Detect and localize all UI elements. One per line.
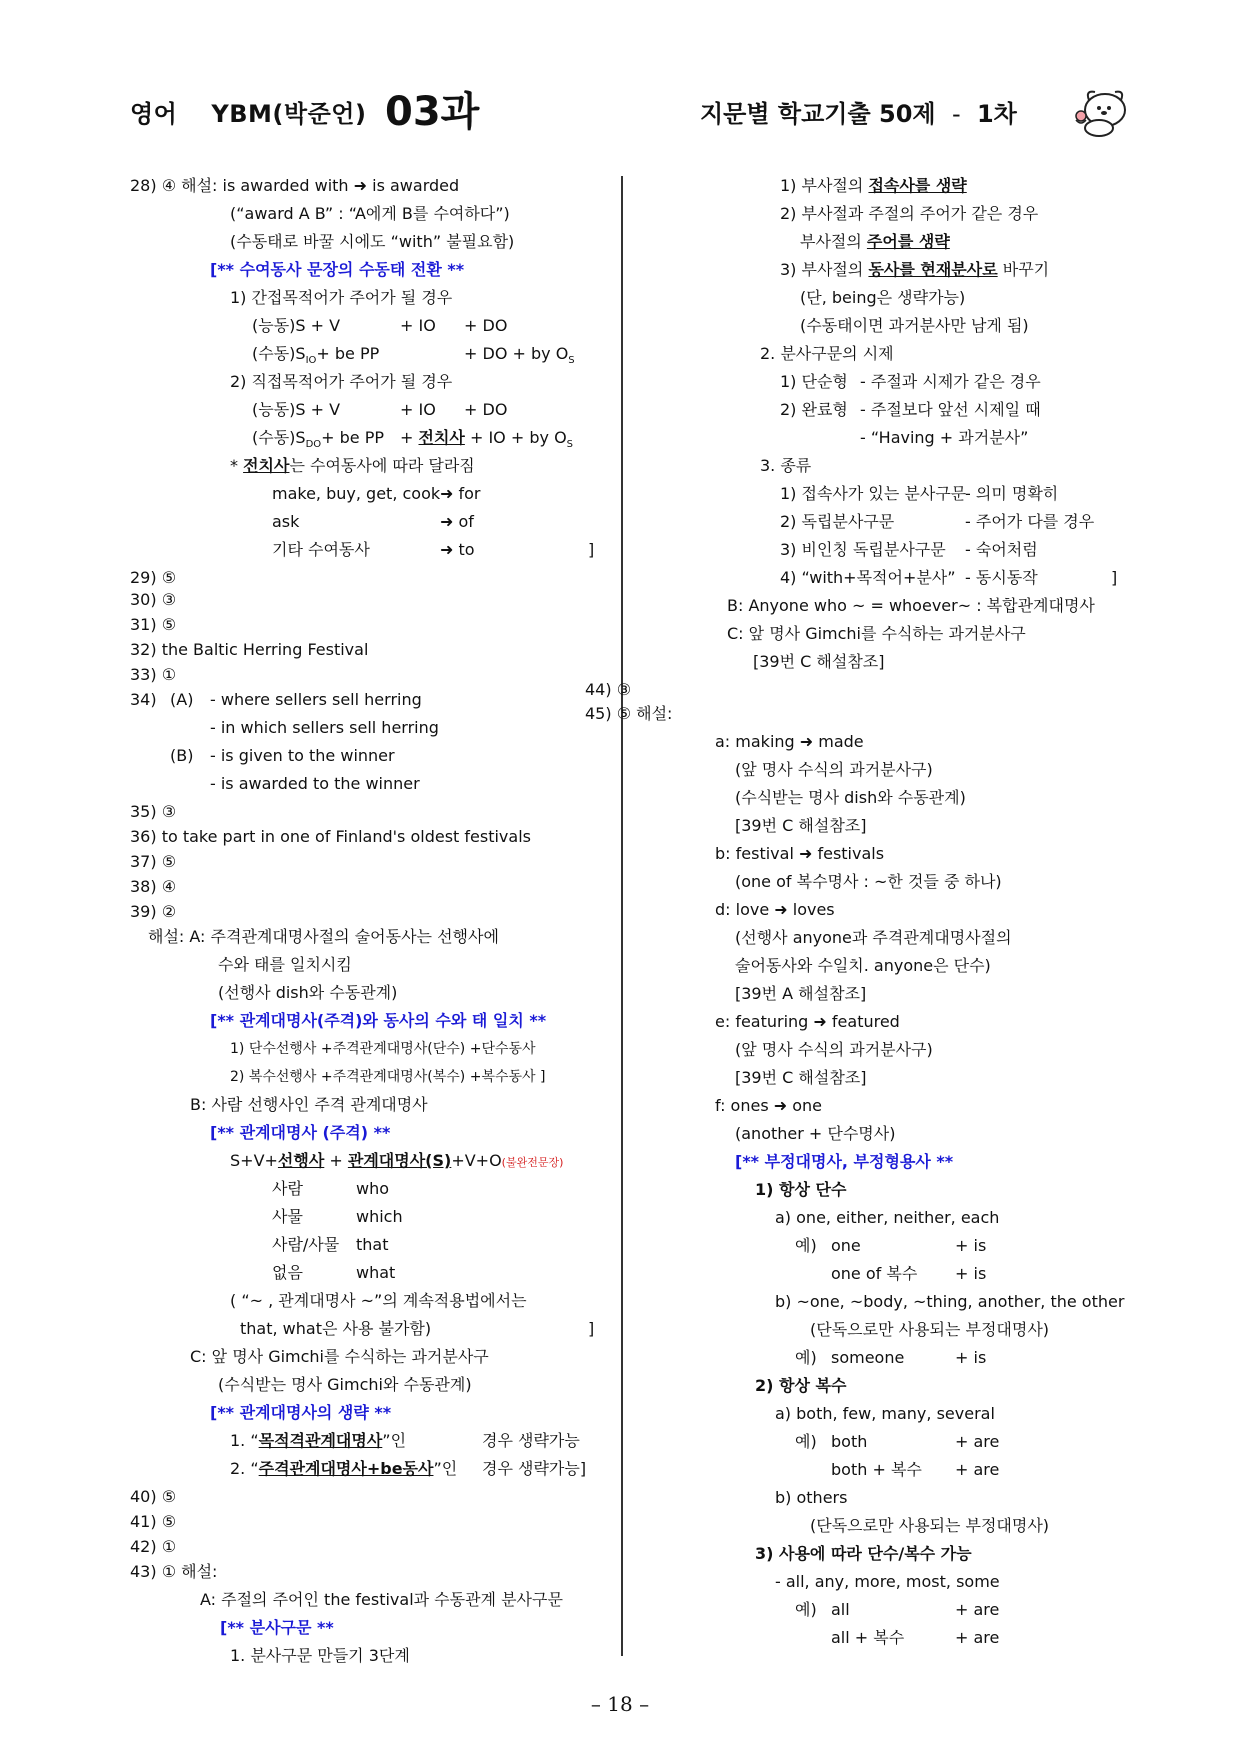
example-text: one of 복수 [831, 1264, 918, 1283]
answer-37: 37) ⑤ [130, 852, 177, 871]
subscript: S [566, 439, 574, 451]
rule-line: - all, any, more, most, some [775, 1572, 1000, 1591]
answer-text: - is awarded to the winner [210, 774, 420, 793]
subscript: IO [305, 355, 317, 367]
verb-list: make, buy, get, cook [272, 484, 441, 503]
answer-34: 34) [130, 690, 157, 709]
answer-40: 40) ⑤ [130, 1487, 177, 1506]
rule-line [230, 1455, 457, 1483]
relative-pronoun: who [356, 1179, 390, 1198]
correction-line: d: love ➜ loves [715, 900, 835, 919]
kind-type: 4) “with+목적어+분사” [780, 568, 956, 587]
tense-desc: - “Having + 과거분사” [860, 428, 1029, 447]
step-text: 부사절의 [800, 232, 862, 251]
header-right [700, 94, 1017, 129]
answer-33: 33) ① [130, 665, 177, 684]
grammar-box-title: [** 관계대명사 (주격) ** [210, 1123, 391, 1142]
rule-heading: 3) 사용에 따라 단수/복수 가능 [755, 1544, 972, 1563]
answer-38: 38) ④ [130, 877, 177, 896]
explanation-line: 해설: A: 주격관계대명사절의 술어동사는 선행사에 [148, 927, 499, 946]
correction-note: (선행사 anyone과 주격관계대명사절의 [735, 928, 1012, 947]
section-heading: 3. 종류 [760, 456, 812, 475]
formula-text: + [400, 428, 414, 447]
rule-text: 2. “ [230, 1459, 259, 1478]
reference-note: [39번 C 해설참조] [735, 1068, 867, 1087]
reference-note: [39번 A 해설참조] [735, 984, 867, 1003]
rule-text: ”인 [433, 1459, 458, 1478]
antecedent: 사람 [272, 1179, 303, 1198]
step-line: (단, being은 생략가능) [800, 288, 966, 307]
verb-list: ask [272, 512, 300, 531]
step-line [780, 256, 1049, 284]
rule-line: a) both, few, many, several [775, 1404, 995, 1423]
formula-text: + IO + by O [469, 428, 567, 447]
relative-pronoun: what [356, 1263, 396, 1282]
box-close: ] [1111, 568, 1118, 587]
rule-text: 주격관계대명사+be동사 [258, 1459, 434, 1478]
rule-text: 경우 생략가능 [482, 1431, 580, 1450]
formula-part: + DO [464, 400, 508, 419]
answer-label: (B) [170, 746, 194, 765]
grammar-box-title: [** 관계대명사(주격)와 동사의 수와 태 일치 ** [210, 1011, 547, 1030]
grammar-box-title: [** 수여동사 문장의 수동태 전환 ** [210, 260, 465, 279]
tense-desc: - 주절과 시제가 같은 경우 [860, 372, 1041, 391]
formula-text: + [324, 1151, 348, 1170]
step-line [800, 228, 950, 256]
example-text: all [831, 1600, 850, 1619]
formula-text: + be PP [321, 428, 385, 447]
answer-31: 31) ⑤ [130, 615, 177, 634]
section-heading: 2. 분사구문의 시제 [760, 344, 894, 363]
formula-text: + DO + by O [464, 344, 569, 363]
answer-label: (A) [170, 690, 194, 709]
formula-text: (수동)S [252, 428, 306, 447]
explanation-line: 1. 분사구문 만들기 3단계 [230, 1646, 410, 1665]
header-left [130, 94, 366, 129]
formula-part: + IO [400, 316, 436, 335]
textbook: YBM(박준언) [211, 100, 367, 128]
antecedent: 없음 [272, 1263, 303, 1282]
formula-text: + be PP [316, 344, 380, 363]
example-text: both [831, 1432, 868, 1451]
correction-note: (앞 명사 수식의 과거분사구) [735, 760, 933, 779]
example-label: 예) [795, 1432, 817, 1451]
round-label: 1차 [976, 100, 1017, 128]
formula-text: 전치사 [418, 428, 465, 447]
explanation-line: A: 주절의 주어인 the festival과 수동관계 분사구문 [200, 1590, 563, 1609]
example-text: all + 복수 [831, 1628, 905, 1647]
correction-note: (another + 단수명사) [735, 1124, 896, 1143]
answer-42: 42) ① [130, 1537, 177, 1556]
kind-type: 1) 접속사가 있는 분사구문 [780, 484, 967, 503]
step-text: 바꾸기 [1002, 260, 1050, 279]
kind-desc: - 주어가 다를 경우 [965, 512, 1095, 531]
box-close: ] [588, 1319, 595, 1338]
rule-text: 목적격관계대명사 [258, 1431, 383, 1450]
explanation-line: 2) 복수선행사 +주격관계대명사(복수) +복수동사 ] [230, 1069, 546, 1085]
formula-note: (불완전문장) [501, 1156, 564, 1169]
rule-note: (단독으로만 사용되는 부정대명사) [810, 1516, 1050, 1535]
formula-text: 선행사 [277, 1151, 325, 1170]
preposition: ➜ to [440, 540, 475, 559]
rule-note: (단독으로만 사용되는 부정대명사) [810, 1320, 1050, 1339]
answer-29: 29) ⑤ [130, 568, 177, 587]
example-verb: + is [955, 1264, 987, 1283]
step-text: 주어를 생략 [866, 232, 950, 251]
kind-desc: - 동시동작 [965, 568, 1038, 587]
formula-part: + IO [400, 400, 436, 419]
answer-44: 44) ③ [585, 680, 632, 699]
rule-line [230, 1427, 406, 1455]
subject: 영어 [130, 100, 178, 128]
example-verb: + are [955, 1600, 1000, 1619]
rule-text: ”인 [382, 1431, 407, 1450]
answer-text: - in which sellers sell herring [210, 718, 439, 737]
example-verb: + is [955, 1236, 987, 1255]
answer-32: 32) the Baltic Herring Festival [130, 640, 369, 659]
formula-text: +V+O [451, 1151, 502, 1170]
kind-type: 3) 비인칭 독립분사구문 [780, 540, 946, 559]
example-text: someone [831, 1348, 905, 1367]
title-separator: - [951, 100, 961, 128]
tense-type: 2) 완료형 [780, 400, 848, 419]
example-label: 예) [795, 1348, 817, 1367]
step-line: 2) 부사절과 주절의 주어가 같은 경우 [780, 204, 1039, 223]
example-label: 예) [795, 1600, 817, 1619]
step-text: 접속사를 생략 [868, 176, 967, 195]
correction-line: f: ones ➜ one [715, 1096, 822, 1115]
antecedent: 사물 [272, 1207, 303, 1226]
preposition: ➜ of [440, 512, 474, 531]
note-text: 전치사 [243, 456, 290, 475]
explanation-line: that, what은 사용 불가함) [240, 1319, 432, 1338]
example-verb: + is [955, 1348, 987, 1367]
reference-note: [39번 C 해설참조] [753, 652, 885, 671]
subscript: S [568, 355, 575, 367]
answer-41: 41) ⑤ [130, 1512, 177, 1531]
grammar-box-title: [** 부정대명사, 부정형용사 ** [735, 1152, 954, 1171]
example-text: both + 복수 [831, 1460, 922, 1479]
note-line: (“award A B” : “A에게 B를 수여하다”) [230, 204, 510, 223]
relative-pronoun: which [356, 1207, 403, 1226]
step-line [780, 172, 967, 200]
formula-part: + DO [464, 316, 508, 335]
reference-note: [39번 C 해설참조] [735, 816, 867, 835]
formula-text: 관계대명사(S) [347, 1151, 452, 1170]
example-text: one [831, 1236, 861, 1255]
step-text: 동사를 현재분사로 [868, 260, 998, 279]
answer-35: 35) ③ [130, 802, 177, 821]
page-number: – 18 – [590, 1692, 650, 1716]
page-header [0, 80, 1240, 150]
correction-note: 술어동사와 수일치. anyone은 단수) [735, 956, 991, 975]
correction-note: (수식받는 명사 dish와 수동관계) [735, 788, 966, 807]
note-text: 는 수여동사에 따라 달라짐 [289, 456, 475, 475]
explanation-line: B: Anyone who ~ = whoever~ : 복합관계대명사 [727, 596, 1095, 615]
box-close: ] [588, 540, 595, 559]
formula-line [230, 1147, 563, 1177]
note-line: (수동태로 바꿀 시에도 “with” 불필요함) [230, 232, 515, 251]
kind-type: 2) 독립분사구문 [780, 512, 895, 531]
right-column [585, 172, 1135, 1652]
rule-line: b) ~one, ~body, ~thing, another, the other [775, 1292, 1125, 1311]
tense-desc: - 주절보다 앞선 시제일 때 [860, 400, 1041, 419]
step-text: 3) 부사절의 [780, 260, 864, 279]
grammar-box-title: [** 분사구문 ** [220, 1618, 334, 1637]
answer-text: - where sellers sell herring [210, 690, 422, 709]
explanation-line: C: 앞 명사 Gimchi를 수식하는 과거분사구 [727, 624, 1026, 643]
correction-line: e: featuring ➜ featured [715, 1012, 900, 1031]
antecedent: 사람/사물 [272, 1235, 340, 1254]
explanation-line: ( “~ , 관계대명사 ~”의 계속적용법에서는 [230, 1291, 527, 1310]
answer-39: 39) ② [130, 902, 177, 921]
answer-45: 45) ⑤ 해설: [585, 704, 673, 723]
rule-heading: 2) 항상 복수 [755, 1376, 847, 1395]
left-column [130, 172, 610, 1670]
formula-part: (능동)S + V [252, 316, 341, 335]
answer-36: 36) to take part in one of Finland's oldest festivals [130, 827, 531, 846]
explanation-line: C: 앞 명사 Gimchi를 수식하는 과거분사구 [190, 1347, 489, 1366]
lesson-number: 03과 [385, 89, 480, 135]
worksheet-title: 지문별 학교기출 50제 [700, 100, 936, 128]
note-line: 1) 간접목적어가 주어가 될 경우 [230, 288, 453, 307]
relative-pronoun: that [356, 1235, 389, 1254]
column-divider [621, 176, 623, 1656]
step-line: (수동태이면 과거분사만 남게 됨) [800, 316, 1029, 335]
preposition: ➜ for [440, 484, 481, 503]
explanation-line: B: 사람 선행사인 주격 관계대명사 [190, 1095, 428, 1114]
correction-note: (one of 복수명사 : ~한 것들 중 하나) [735, 872, 1002, 891]
note-line [230, 452, 475, 480]
grammar-box-title: [** 관계대명사의 생략 ** [210, 1403, 392, 1422]
formula-part: (능동)S + V [252, 400, 341, 419]
kind-desc: - 숙어처럼 [965, 540, 1038, 559]
correction-line: b: festival ➜ festivals [715, 844, 885, 863]
explanation-line: 수와 태를 일치시킴 [218, 955, 352, 974]
rule-text: 경우 생략가능] [482, 1459, 587, 1478]
verb-list: 기타 수여동사 [272, 540, 370, 559]
answer-30: 30) ③ [130, 590, 177, 609]
example-label: 예) [795, 1236, 817, 1255]
formula-text: S+V+ [230, 1151, 278, 1170]
rule-heading: 1) 항상 단수 [755, 1180, 847, 1199]
explanation-line: (선행사 dish와 수동관계) [218, 983, 398, 1002]
subscript: DO [305, 439, 322, 451]
answer-43: 43) ① 해설: [130, 1562, 218, 1581]
bear-mascot-icon [1075, 86, 1133, 138]
formula-text: (수동)S [252, 344, 306, 363]
kind-desc: - 의미 명확히 [965, 484, 1059, 503]
explanation-line: (수식받는 명사 Gimchi와 수동관계) [218, 1375, 472, 1394]
example-verb: + are [955, 1460, 1000, 1479]
example-verb: + are [955, 1432, 1000, 1451]
rule-text: 1. “ [230, 1431, 259, 1450]
note-text: * [230, 456, 238, 475]
correction-line: a: making ➜ made [715, 732, 864, 751]
rule-line: a) one, either, neither, each [775, 1208, 1000, 1227]
explanation-line: 1) 단수선행사 +주격관계대명사(단수) +단수동사 [230, 1041, 536, 1057]
rule-line: b) others [775, 1488, 848, 1507]
example-verb: + are [955, 1628, 1000, 1647]
step-text: 1) 부사절의 [780, 176, 864, 195]
note-line: 2) 직접목적어가 주어가 될 경우 [230, 372, 453, 391]
correction-note: (앞 명사 수식의 과거분사구) [735, 1040, 933, 1059]
tense-type: 1) 단순형 [780, 372, 848, 391]
answer-28: 28) ④ 해설: is awarded with ➜ is awarded [130, 176, 460, 195]
answer-text: - is given to the winner [210, 746, 395, 765]
